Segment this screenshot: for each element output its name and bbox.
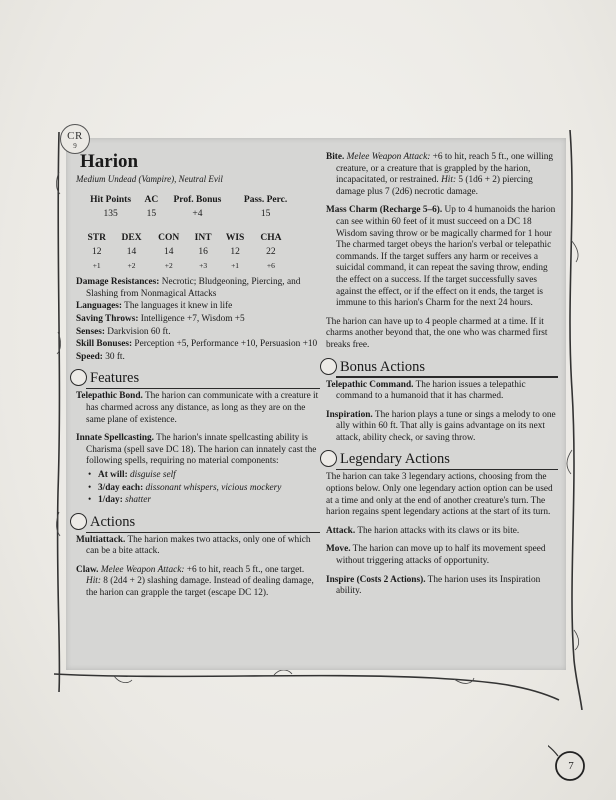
cr-value: 9: [73, 142, 77, 150]
mass-charm-note: The harion can have up to 4 people charmed at a time. If it charms another beyond that, the one who was charmed first breaks free.: [326, 316, 548, 350]
stat-value: 15: [260, 208, 271, 219]
bonus-telepathic-command: Telepathic Command. The harion issues a telepathic command to a humanoid that it has charmed.: [326, 379, 526, 402]
stat-value: 15: [146, 208, 157, 219]
ability-header: INT: [194, 232, 212, 243]
vine-right-border: [562, 130, 584, 710]
vine-bottom-border: [54, 670, 564, 710]
legendary-intro: The harion can take 3 legendary actions, choosing from the options below. Only one legendary action option can be used at a time and only at the end of another creature's turn. The harion regains spent legendary actions at the start of its turn.: [326, 472, 553, 518]
page-number: 7: [568, 760, 574, 772]
property-skill-bonuses: Skill Bonuses: Perception +5, Performance +10, Persuasion +10: [76, 339, 318, 350]
spell-list-item: • 3/day each: dissonant whispers, vicious mockery: [86, 483, 320, 495]
right-column: [326, 152, 558, 605]
stat-header: Pass. Perc.: [243, 194, 288, 205]
ring-icon: [70, 513, 87, 530]
spell-list-item: • 1/day: shatter: [86, 495, 320, 507]
feature-innate-spellcasting: Innate Spellcasting. The harion's innate spellcasting ability is Charisma (spell save DC 18). The harion can innately cast the following spells, requiring no material components: • At will: disguise self • 3/day each: dissonant whispers, vicious mockery • 1/day: shatter: [76, 433, 320, 507]
monster-name: Harion: [80, 151, 139, 172]
legendary-attack: Attack. The harion attacks with its claws or its bite.: [326, 525, 520, 536]
ability-modifier: +1: [231, 260, 240, 270]
property-damage-resistances: Damage Resistances: Necrotic; Bludgeoning, Piercing, and Slashing from Nonmagical Attacks: [76, 277, 301, 299]
legendary-inspire: Inspire (Costs 2 Actions). The harion uses its Inspiration ability.: [326, 574, 541, 597]
ability-scores-table: [80, 231, 290, 272]
stat-header: Prof. Bonus: [173, 194, 222, 205]
ability-modifier: +6: [266, 260, 275, 270]
spell-list: [86, 470, 320, 507]
action-multiattack: Multiattack. The harion makes two attacks, only one of which can be a bite attack.: [76, 534, 311, 557]
heading-rule: [86, 388, 320, 389]
core-stats-table: [80, 194, 298, 222]
heading-rule: [336, 376, 558, 377]
cr-label: CR: [67, 130, 83, 142]
ring-icon: [70, 369, 87, 386]
ability-header: CHA: [260, 232, 282, 243]
property-languages: Languages: The languages it knew in life: [76, 301, 233, 312]
ability-score: 14: [126, 247, 137, 258]
left-column: [76, 152, 320, 607]
stat-header: Hit Points: [90, 194, 132, 205]
heading-rule: [336, 469, 558, 470]
stat-header: AC: [144, 194, 159, 205]
bonus-inspiration: Inspiration. The harion plays a tune or sings a melody to one ally within 60 ft. That ally is gains advantage on its next attack, ability check, or saving throw.: [326, 409, 556, 443]
feature-telepathic-bond: Telepathic Bond. The harion can communicate with a creature it has charmed across any distance, as long as they are on the same plane of existence.: [76, 391, 319, 425]
property-senses: Senses: Darkvision 60 ft.: [76, 326, 171, 337]
legendary-actions-heading: Legendary Actions: [326, 451, 558, 467]
action-bite: Bite. Melee Weapon Attack: +6 to hit, reach 5 ft., one willing creature, or a creature that is grappled by the harion, incapacitated, or restrained. Hit: 5 (1d6 + 2) piercing damage plus 7 (2d6) necrotic damage.: [326, 152, 554, 197]
ability-header: DEX: [121, 232, 142, 243]
legendary-move: Move. The harion can move up to half its movement speed without triggering attacks of opportunity.: [326, 544, 546, 567]
spell-list-item: • At will: disguise self: [86, 470, 320, 482]
actions-heading: Actions: [76, 514, 320, 530]
property-saving-throws: Saving Throws: Intelligence +7, Wisdom +5: [76, 313, 245, 324]
ability-score: 22: [266, 247, 276, 258]
vine-left-border: [54, 132, 64, 692]
property-speed: Speed: 30 ft.: [76, 351, 125, 362]
ability-header: STR: [87, 232, 106, 243]
ring-icon: [320, 358, 337, 375]
challenge-rating-badge: [60, 124, 90, 154]
ability-modifier: +3: [199, 260, 208, 270]
monster-subtitle: Medium Undead (Vampire), Neutral Evil: [76, 174, 223, 184]
ability-modifier: +1: [92, 260, 101, 270]
stat-value: +4: [192, 208, 203, 219]
ability-modifier: +2: [164, 260, 173, 270]
action-mass-charm: Mass Charm (Recharge 5–6). Up to 4 humanoids the harion can see within 60 feet of it must succeed on a DC 18 Wisdom saving throw or be magically charmed for 1 hour The charmed target obeys the harion's verbal or telepathic commands. If the target suffers any harm or receives a suicidal command, it can repeat the saving throw, ending the effect on a success. If the target successfully saves against the effect, or if the effect on it ends, the target is immune to this harion's Charm for the next 24 hours.: [326, 205, 556, 309]
stat-value: 135: [103, 208, 118, 219]
action-claw: Claw. Melee Weapon Attack: +6 to hit, reach 5 ft., one target. Hit: 8 (2d4 + 2) slashing damage. Instead of dealing damage, the harion can grapple the target (escape DC 12).: [76, 564, 314, 599]
ring-icon: [320, 450, 337, 467]
bonus-actions-heading: Bonus Actions: [326, 359, 558, 375]
ability-score: 14: [163, 247, 174, 258]
features-heading: Features: [76, 370, 320, 386]
heading-rule: [86, 532, 320, 533]
ability-header: CON: [158, 232, 180, 243]
ability-modifier: +2: [127, 260, 136, 270]
ability-header: WIS: [225, 232, 245, 243]
ability-score: 12: [91, 247, 102, 258]
ability-score: 16: [198, 247, 208, 258]
ability-score: 12: [230, 247, 240, 258]
